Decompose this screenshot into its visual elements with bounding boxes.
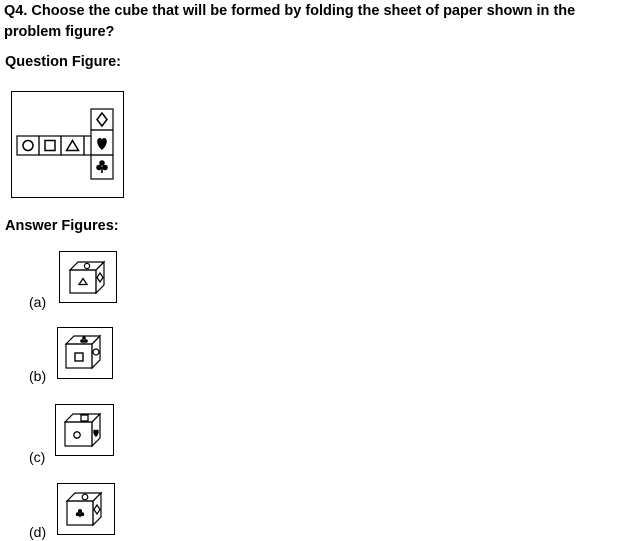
question-figure — [11, 91, 124, 198]
diamond-icon — [94, 505, 100, 514]
cube-net — [12, 92, 123, 197]
option-label-c: (c) — [29, 449, 46, 465]
triangle-icon — [67, 141, 79, 151]
club-icon — [76, 509, 84, 518]
diamond-icon — [97, 273, 103, 282]
diamond-icon — [97, 113, 107, 126]
triangle-icon — [79, 279, 87, 285]
circle-icon — [93, 349, 99, 355]
net-cell-3 — [61, 136, 84, 155]
answer-figure-c[interactable] — [55, 404, 114, 456]
answer-figures-heading: Answer Figures: — [5, 218, 119, 234]
heart-icon — [93, 430, 99, 438]
option-label-d: (d) — [29, 524, 47, 540]
heart-icon — [97, 138, 107, 150]
club-icon — [96, 160, 108, 173]
question-text — [4, 1, 620, 43]
club-icon — [80, 336, 88, 343]
square-icon — [75, 353, 83, 361]
circle-icon — [82, 494, 88, 500]
square-icon — [45, 141, 55, 151]
circle-icon — [23, 141, 33, 151]
answer-figure-d[interactable] — [57, 483, 115, 535]
answer-figure-b[interactable] — [57, 327, 113, 379]
circle-icon — [74, 432, 80, 438]
question-number: Q4. — [4, 3, 28, 19]
circle-icon — [84, 263, 89, 268]
net-cell-1 — [17, 136, 39, 155]
net-cell-2 — [39, 136, 61, 155]
answer-figure-a[interactable] — [59, 251, 117, 303]
square-icon — [81, 415, 88, 421]
option-label-b: (b) — [29, 368, 47, 384]
option-label-a: (a) — [29, 294, 47, 310]
question-figure-heading: Question Figure: — [5, 54, 121, 70]
question-body: Choose the cube that will be formed by folding the sheet of paper shown in the problem figure? — [4, 3, 576, 40]
